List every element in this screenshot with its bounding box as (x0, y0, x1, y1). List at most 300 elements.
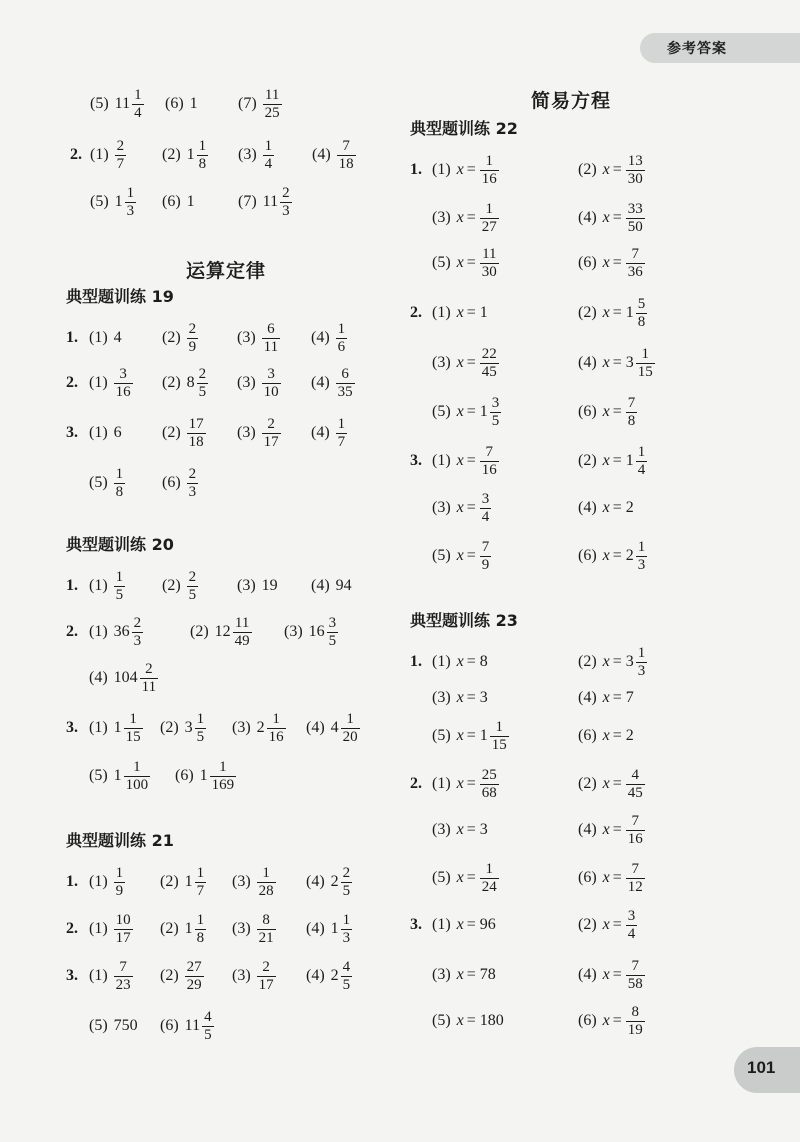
item-label: (5) (432, 254, 451, 271)
whole-number: 1 (479, 304, 488, 321)
numerator: 1 (485, 860, 494, 877)
item-label: (3) (432, 689, 451, 706)
item-label: (5) (432, 547, 451, 564)
item-label: (4) (306, 920, 325, 937)
item-label: (4) (306, 719, 325, 736)
whole-number: 2 (625, 499, 634, 516)
item-label: (2) (578, 653, 597, 670)
numerator: 17 (188, 415, 204, 432)
denominator: 17 (263, 433, 279, 450)
item-label: (4) (312, 146, 331, 163)
item-label: (1) (89, 329, 108, 346)
item-label: (2) (160, 719, 179, 736)
whole-number: 1 (330, 920, 339, 937)
numerator: 33 (627, 200, 643, 217)
equals-sign: = (612, 821, 622, 838)
fraction (480, 539, 492, 574)
numerator: 4 (204, 1008, 212, 1025)
answer-item (578, 150, 645, 190)
variable: x (602, 161, 610, 178)
whole-number: 1 (186, 193, 195, 210)
equals-sign: = (612, 727, 622, 744)
question-number: 3. (66, 424, 78, 441)
answer-item (578, 488, 636, 528)
item-label: (2) (162, 329, 181, 346)
denominator: 29 (186, 976, 202, 993)
item-label: (1) (90, 146, 109, 163)
denominator: 3 (342, 929, 351, 946)
answer-row (0, 1001, 800, 1041)
denominator: 8 (196, 929, 205, 946)
denominator: 30 (481, 263, 497, 280)
item-label: (6) (578, 1012, 597, 1029)
numerator: 1 (637, 644, 646, 661)
exercise-title-ex20: 典型题训练 20 (66, 535, 174, 554)
variable: x (602, 821, 610, 838)
answer-row (0, 764, 800, 804)
variable: x (456, 653, 464, 670)
section-title-simple-equations: 简易方程 (531, 90, 612, 112)
numerator: 3 (481, 490, 490, 507)
variable: x (456, 689, 464, 706)
numerator: 7 (631, 957, 640, 974)
denominator: 7 (196, 882, 205, 899)
item-label: (2) (162, 424, 181, 441)
whole-number: 1 (189, 95, 198, 112)
numerator: 25 (481, 766, 497, 783)
item-label: (5) (432, 1012, 451, 1029)
denominator: 5 (198, 383, 207, 400)
answer-row (0, 858, 800, 898)
fraction (626, 201, 645, 236)
item-label: (3) (432, 209, 451, 226)
whole-number: 1 (184, 920, 193, 937)
item-label: (2) (162, 146, 181, 163)
numerator: 2 (116, 137, 125, 154)
item-label: (3) (237, 577, 256, 594)
item-label: (6) (175, 767, 194, 784)
item-label: (1) (432, 452, 451, 469)
question-number: 3. (66, 967, 78, 984)
numerator: 1 (342, 911, 351, 928)
fraction (480, 444, 499, 479)
denominator: 9 (115, 882, 124, 899)
item-label: (2) (160, 873, 179, 890)
numerator: 1 (637, 443, 646, 460)
variable: x (456, 304, 464, 321)
answer-item (432, 536, 491, 576)
answer-item (578, 905, 637, 945)
variable: x (456, 354, 464, 371)
numerator: 7 (631, 812, 640, 829)
denominator: 30 (627, 170, 643, 187)
answer-item (578, 642, 647, 682)
numerator: 1 (495, 718, 504, 735)
whole-number: 12 (214, 623, 231, 640)
whole-number: 4 (113, 329, 122, 346)
item-label: (1) (432, 775, 451, 792)
numerator: 1 (264, 137, 273, 154)
equals-sign: = (466, 821, 476, 838)
fraction (636, 296, 648, 331)
item-label: (2) (190, 623, 209, 640)
equals-sign: = (466, 354, 476, 371)
whole-number: 750 (113, 1017, 138, 1034)
denominator: 27 (481, 218, 497, 235)
item-label: (4) (578, 821, 597, 838)
answer-item (432, 488, 491, 528)
equals-sign: = (612, 161, 622, 178)
equals-sign: = (612, 452, 622, 469)
answer-item (432, 243, 499, 283)
answer-row (0, 678, 800, 718)
whole-number: 7 (625, 689, 634, 706)
denominator: 3 (282, 202, 290, 219)
item-label: (1) (89, 719, 108, 736)
item-label: (3) (232, 873, 251, 890)
whole-number: 3 (625, 354, 634, 371)
equals-sign: = (466, 916, 476, 933)
item-label: (5) (432, 403, 451, 420)
answer-item (432, 343, 499, 383)
whole-number: 94 (335, 577, 352, 594)
item-label: (2) (160, 920, 179, 937)
variable: x (456, 547, 464, 564)
variable: x (456, 727, 464, 744)
item-label: (1) (432, 304, 451, 321)
numerator: 2 (188, 568, 197, 585)
denominator: 5 (196, 728, 205, 745)
question-number: 1. (410, 161, 422, 178)
fraction (480, 767, 499, 802)
variable: x (456, 821, 464, 838)
denominator: 4 (481, 508, 490, 525)
numerator: 6 (267, 320, 275, 337)
numerator: 1 (115, 465, 124, 482)
answer-item (578, 810, 645, 850)
answer-row (0, 810, 800, 850)
answer-item (165, 84, 200, 124)
answer-row (0, 243, 800, 283)
fraction (480, 861, 499, 896)
item-label: (2) (160, 967, 179, 984)
numerator: 3 (119, 365, 127, 382)
answer-item (432, 198, 499, 238)
item-label: (7) (238, 193, 257, 210)
denominator: 4 (627, 925, 636, 942)
denominator: 8 (627, 412, 636, 429)
numerator: 10 (115, 911, 131, 928)
fraction (636, 539, 648, 574)
answer-item (432, 905, 498, 945)
item-label: (3) (237, 329, 256, 346)
fraction (636, 444, 648, 479)
item-label: (6) (162, 474, 181, 491)
whole-number: 36 (113, 623, 130, 640)
variable: x (456, 916, 464, 933)
item-label: (4) (89, 669, 108, 686)
denominator: 8 (637, 313, 646, 330)
fraction (132, 87, 144, 122)
answer-item (90, 84, 144, 124)
answer-row (0, 716, 800, 756)
variable: x (602, 452, 610, 469)
denominator: 18 (188, 433, 204, 450)
item-label: (6) (160, 1017, 179, 1034)
whole-number: 6 (113, 424, 122, 441)
item-label: (3) (284, 623, 303, 640)
denominator: 3 (133, 632, 142, 649)
section-title-operation-laws: 运算定律 (186, 260, 267, 282)
denominator: 15 (491, 736, 507, 753)
numerator: 2 (262, 958, 270, 975)
whole-number: 1 (184, 873, 193, 890)
equals-sign: = (466, 689, 476, 706)
item-label: (1) (89, 577, 108, 594)
answer-item (578, 293, 647, 333)
fraction (626, 153, 645, 188)
equals-sign: = (612, 209, 622, 226)
denominator: 28 (258, 882, 274, 899)
variable: x (602, 304, 610, 321)
equals-sign: = (612, 916, 622, 933)
variable: x (456, 869, 464, 886)
item-label: (5) (432, 869, 451, 886)
numerator: 3 (491, 394, 500, 411)
item-label: (2) (578, 916, 597, 933)
denominator: 8 (198, 155, 207, 172)
whole-number: 3 (479, 689, 488, 706)
header-label: 参考答案 (667, 41, 727, 57)
numerator: 1 (115, 568, 124, 585)
item-label: (4) (306, 967, 325, 984)
answer-item (432, 293, 490, 333)
denominator: 25 (264, 104, 280, 121)
denominator: 5 (342, 976, 351, 993)
fraction (626, 767, 645, 802)
answer-row (0, 150, 800, 190)
variable: x (602, 727, 610, 744)
whole-number: 1 (113, 719, 122, 736)
exercise-title-ex21: 典型题训练 21 (66, 831, 174, 850)
fraction (490, 395, 502, 430)
numerator: 1 (198, 137, 207, 154)
variable: x (456, 403, 464, 420)
numerator: 2 (188, 465, 197, 482)
item-label: (4) (578, 354, 597, 371)
equals-sign: = (612, 653, 622, 670)
equals-sign: = (612, 869, 622, 886)
item-label: (6) (578, 727, 597, 744)
item-label: (4) (578, 499, 597, 516)
denominator: 11 (141, 678, 157, 695)
fraction (636, 346, 655, 381)
denominator: 5 (115, 586, 124, 603)
denominator: 5 (188, 586, 197, 603)
variable: x (456, 1012, 464, 1029)
item-label: (1) (89, 424, 108, 441)
item-label: (6) (578, 254, 597, 271)
numerator: 1 (196, 710, 205, 727)
fraction (263, 87, 282, 122)
equals-sign: = (612, 966, 622, 983)
denominator: 3 (637, 662, 646, 679)
answer-row (0, 642, 800, 682)
answer-item (578, 243, 645, 283)
whole-number: 1 (186, 146, 195, 163)
item-label: (3) (237, 424, 256, 441)
numerator: 2 (188, 320, 197, 337)
question-number: 2. (410, 304, 422, 321)
denominator: 5 (328, 632, 337, 649)
question-number: 3. (410, 452, 422, 469)
numerator: 1 (637, 538, 646, 555)
exercise-title-ex22: 典型题训练 22 (410, 119, 518, 138)
equals-sign: = (466, 727, 476, 744)
fraction (636, 645, 648, 680)
denominator: 3 (188, 483, 197, 500)
item-label: (5) (89, 767, 108, 784)
numerator: 6 (341, 365, 349, 382)
answer-row (0, 536, 800, 576)
whole-number: 8 (479, 653, 488, 670)
fraction (626, 958, 645, 993)
item-label: (1) (89, 967, 108, 984)
denominator: 45 (627, 784, 643, 801)
variable: x (602, 209, 610, 226)
answer-item (432, 716, 509, 756)
item-label: (2) (578, 161, 597, 178)
exercise-title-ex23: 典型题训练 23 (410, 611, 518, 630)
whole-number: 1 (625, 452, 634, 469)
denominator: 9 (188, 338, 197, 355)
question-number: 1. (66, 329, 78, 346)
numerator: 7 (485, 443, 494, 460)
whole-number: 19 (261, 577, 278, 594)
whole-number: 2 (330, 873, 339, 890)
variable: x (456, 161, 464, 178)
variable: x (602, 254, 610, 271)
exercise-title-ex19: 典型题训练 19 (66, 287, 174, 306)
equals-sign: = (612, 354, 622, 371)
denominator: 5 (204, 1026, 212, 1043)
item-label: (3) (432, 499, 451, 516)
numerator: 2 (133, 614, 142, 631)
variable: x (602, 689, 610, 706)
item-label: (7) (238, 95, 257, 112)
denominator: 3 (126, 202, 135, 219)
denominator: 8 (115, 483, 124, 500)
answer-item (578, 858, 645, 898)
whole-number: 8 (186, 374, 195, 391)
numerator: 5 (637, 295, 646, 312)
fraction (480, 201, 499, 236)
numerator: 2 (145, 660, 153, 677)
whole-number: 1 (625, 304, 634, 321)
denominator: 169 (211, 776, 235, 793)
denominator: 9 (481, 556, 490, 573)
denominator: 18 (338, 155, 354, 172)
numerator: 4 (342, 958, 351, 975)
question-number: 1. (66, 873, 78, 890)
answer-item (432, 642, 490, 682)
denominator: 4 (134, 104, 142, 121)
denominator: 12 (627, 878, 643, 895)
item-label: (3) (232, 719, 251, 736)
numerator: 1 (126, 184, 135, 201)
denominator: 24 (481, 878, 497, 895)
denominator: 36 (627, 263, 643, 280)
denominator: 16 (481, 170, 497, 187)
answer-item (432, 678, 490, 718)
question-number: 3. (410, 916, 422, 933)
numerator: 7 (119, 958, 127, 975)
variable: x (602, 403, 610, 420)
denominator: 16 (627, 830, 643, 847)
item-label: (1) (89, 873, 108, 890)
whole-number: 3 (625, 653, 634, 670)
item-label: (2) (162, 374, 181, 391)
denominator: 4 (264, 155, 273, 172)
whole-number: 2 (330, 967, 339, 984)
denominator: 15 (125, 728, 141, 745)
variable: x (602, 916, 610, 933)
numerator: 2 (282, 184, 290, 201)
whole-number: 11 (114, 95, 131, 112)
numerator: 2 (198, 365, 207, 382)
denominator: 7 (337, 433, 346, 450)
item-label: (2) (578, 452, 597, 469)
answer-item (432, 150, 499, 190)
whole-number: 3 (479, 821, 488, 838)
equals-sign: = (612, 547, 622, 564)
variable: x (602, 775, 610, 792)
item-label: (4) (578, 966, 597, 983)
whole-number: 1 (199, 767, 208, 784)
item-label: (1) (89, 374, 108, 391)
item-label: (2) (578, 775, 597, 792)
fraction (626, 246, 645, 281)
whole-number: 1 (479, 403, 488, 420)
item-label: (1) (432, 653, 451, 670)
numerator: 1 (337, 320, 346, 337)
item-label: (4) (578, 209, 597, 226)
fraction (626, 395, 638, 430)
variable: x (456, 452, 464, 469)
equals-sign: = (466, 1012, 476, 1029)
denominator: 50 (627, 218, 643, 235)
answer-item (432, 1001, 506, 1041)
denominator: 5 (342, 882, 351, 899)
numerator: 7 (342, 137, 350, 154)
question-number: 2. (70, 146, 82, 163)
equals-sign: = (466, 775, 476, 792)
answer-item (432, 764, 499, 804)
item-label: (6) (165, 95, 184, 112)
item-label: (4) (578, 689, 597, 706)
answer-item (578, 536, 647, 576)
answer-item (238, 84, 282, 124)
denominator: 58 (627, 975, 643, 992)
item-label: (6) (578, 547, 597, 564)
answer-row (0, 293, 800, 333)
denominator: 16 (481, 461, 497, 478)
equals-sign: = (466, 869, 476, 886)
item-label: (4) (311, 577, 330, 594)
item-label: (3) (432, 966, 451, 983)
variable: x (456, 499, 464, 516)
numerator: 2 (267, 415, 275, 432)
